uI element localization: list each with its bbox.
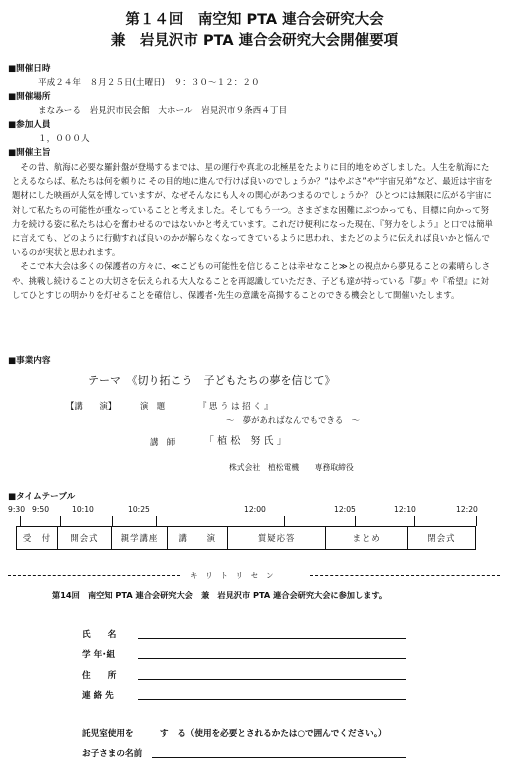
- speaker-affiliation: 株式会社 植松電機 専務取締役: [229, 463, 354, 472]
- date-label: ■開催日時: [8, 64, 51, 74]
- speaker-name: 「 植 松 努 氏 」: [204, 436, 287, 447]
- cut-line-text: キ リ ト リ セ ン: [190, 571, 274, 580]
- purpose-text: [12, 160, 497, 302]
- timetable-tick: [156, 516, 157, 526]
- school-field[interactable]: [138, 658, 406, 659]
- contact-field[interactable]: [138, 699, 406, 700]
- timetable-time: 10:25: [128, 505, 150, 514]
- timetable-event: 受 付: [17, 527, 58, 550]
- date-value: 平成２４年 ８月２５日(土曜日) ９：３０～１２：２０: [38, 78, 260, 88]
- timetable-tick: [60, 516, 61, 526]
- timetable-grid: [16, 526, 476, 550]
- program-theme: テーマ 《切り拓こう 子どもたちの夢を信じて》: [88, 374, 336, 387]
- timetable-event: 質疑応答: [227, 527, 326, 550]
- attendance-value: １，０００人: [38, 134, 90, 144]
- timetable-tick: [476, 516, 477, 526]
- school-label: 学 年･組: [82, 650, 116, 660]
- nursery-option[interactable]: す る（使用を必要とされるかたは○で囲んでください。）: [160, 729, 387, 739]
- timetable-time: 9:30: [8, 505, 26, 514]
- timetable-time: 12:10: [394, 505, 416, 514]
- timetable-time: 10:10: [72, 505, 94, 514]
- timetable-event: まとめ: [326, 527, 408, 550]
- timetable-time: 12:20: [456, 505, 478, 514]
- timetable-event: 閉会式: [407, 527, 475, 550]
- child-name-label: お子さまの名前: [82, 749, 143, 759]
- contact-label: 連 絡 先: [82, 691, 114, 701]
- cut-line-left: [8, 575, 180, 576]
- address-field[interactable]: [138, 679, 406, 680]
- timetable-label: ■タイムテーブル: [8, 492, 76, 502]
- speaker-label: 講 師: [150, 437, 176, 447]
- venue-label: ■開催場所: [8, 92, 51, 102]
- name-label: 氏 名: [82, 630, 117, 640]
- topic-value: 『 思 う は 招 く 』: [198, 401, 273, 411]
- address-label: 住 所: [82, 671, 117, 681]
- venue-value: まなみーる 岩見沢市民会館 大ホール 岩見沢市９条西４丁目: [38, 106, 288, 116]
- program-label: ■事業内容: [8, 356, 51, 366]
- topic-label: 演 題: [140, 401, 166, 411]
- child-name-field[interactable]: [152, 757, 406, 758]
- purpose-label: ■開催主旨: [8, 148, 51, 158]
- timetable-tick: [284, 516, 285, 526]
- name-field[interactable]: [138, 638, 406, 639]
- attendance-label: ■参加人員: [8, 120, 51, 130]
- cut-line-right: [310, 575, 500, 576]
- lecture-tag: 【講 演】: [66, 401, 117, 411]
- purpose-paragraph-1: その昔、航海に必要な羅針盤が登場するまでは、星の運行や真北の北極星をたよりに目的地をめざしました。人生を航海にたとえるならば、私たちは何を頼りに その目的地に進んで行けば良いのでしょうか？“はやぶさ”や“宇宙兄弟”など、最近は宇宙を題材にした映画が人気を博していますが、なぜそんなにも人々の関心があつまるのでしょうか？ ひとつには無限に広がる宇宙に対して私たちの可能性が重なっていることと考えました。そしてもう一つ。さまざまな困難にぶつかっても、目標に向かって努力を続ける姿に私たちは心を奮わせるのではないかと考えています。これだけ便利になった現在、『努力をしよう』と口では簡単に言えても、どのように行動すれば良いのかが解らなくなってきているように思われ、またどのように伝えれば良いかと悩んでいるのが実状と思われます。: [12, 162, 493, 258]
- timetable-event: 親学講座: [112, 527, 168, 550]
- timetable-events-row: [17, 527, 476, 550]
- topic-subtitle: ～ 夢があればなんでもできる ～: [226, 415, 360, 425]
- timetable-event: 講 演: [167, 527, 227, 550]
- form-heading: 第14回 南空知 PTA 連合会研究大会 兼 岩見沢市 PTA 連合会研究大会に参加します。: [52, 590, 388, 600]
- timetable-time: 12:00: [244, 505, 266, 514]
- timetable-event: 開会式: [57, 527, 111, 550]
- purpose-paragraph-2: そこで本大会は多くの保護者の方々に、≪こどもの可能性を信じることは幸せなこと≫との視点から夢見ることの素晴らしさや、挑戦し続けることの大切さを伝えられる大人なることを再認識していただき、子ども達が持っている『夢』や『希望』に対してひとすじの明かりを灯せることを確信し、保護者･先生の意識を高揚することのできる機会として開催いたします。: [12, 261, 491, 300]
- timetable-time: 12:05: [334, 505, 356, 514]
- timetable-tick: [112, 516, 113, 526]
- nursery-label: 託児室使用を: [82, 729, 134, 739]
- timetable-tick: [20, 516, 21, 526]
- timetable-time: 9:50: [32, 505, 50, 514]
- title-line-1: 第１４回 南空知 PTA 連合会研究大会: [125, 12, 384, 28]
- timetable-tick: [414, 516, 415, 526]
- title-line-2: 兼 岩見沢市 PTA 連合会研究大会開催要項: [110, 33, 399, 49]
- timetable-tick: [355, 516, 356, 526]
